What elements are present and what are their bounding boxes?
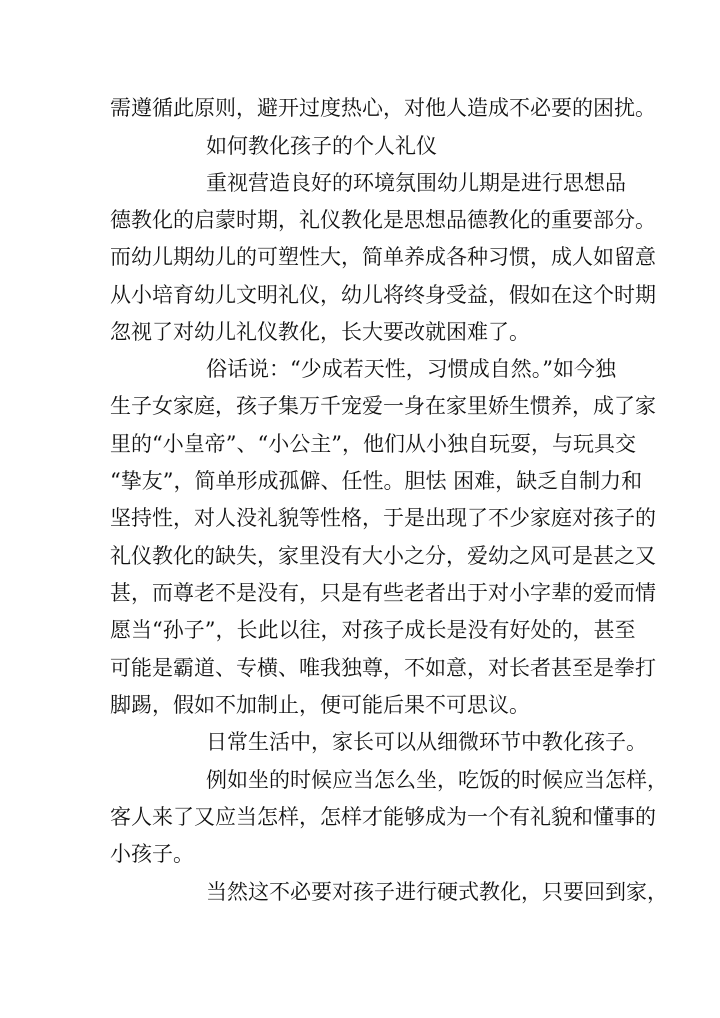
text-line: 小孩子。 [110, 842, 194, 866]
text-line: 可能是霸道、专横、唯我独尊，不如意，对长者甚至是拳打 [110, 656, 656, 680]
text-line: 里的“小皇帝”、“小公主”，他们从小独自玩耍，与玩具交 [110, 432, 636, 456]
text-line: 例如坐的时候应当怎么坐，吃饭的时候应当怎样， [206, 768, 668, 792]
section-heading: 如何教化孩子的个人礼仪 [206, 134, 437, 158]
text-line: 当然这不必要对孩子进行硬式教化，只要回到家， [206, 880, 668, 904]
text-line: 客人来了又应当怎样，怎样才能够成为一个有礼貌和懂事的 [110, 805, 656, 829]
text-line: 坚持性，对人没礼貌等性格，于是出现了不少家庭对孩子的 [110, 506, 656, 530]
text-line: 忽视了对幼儿礼仪教化，长大要改就困难了。 [110, 320, 530, 344]
text-line: 脚踢，假如不加制止，便可能后果不可思议。 [110, 693, 530, 717]
text-line: 德教化的启蒙时期，礼仪教化是思想品德教化的重要部分。 [110, 208, 656, 232]
text-line: 日常生活中，家长可以从细微环节中教化孩子。 [206, 730, 647, 754]
text-line: 从小培育幼儿文明礼仪，幼儿将终身受益，假如在这个时期 [110, 283, 656, 307]
text-line: 而幼儿期幼儿的可塑性大，简单养成各种习惯，成人如留意 [110, 245, 656, 269]
text-line: “挚友”，简单形成孤僻、任性。胆怯 困难，缺乏自制力和 [110, 469, 643, 493]
text-line: 需遵循此原则，避开过度热心，对他人造成不必要的困扰。 [110, 96, 656, 120]
text-line: 俗话说：“少成若天性，习惯成自然。”如今独 [206, 357, 616, 381]
text-line: 生子女家庭，孩子集万千宠爱一身在家里娇生惯养，成了家 [110, 394, 656, 418]
text-line: 重视营造良好的环境氛围幼儿期是进行思想品 [206, 171, 626, 195]
text-line: 礼仪教化的缺失，家里没有大小之分，爱幼之风可是甚之又 [110, 544, 656, 568]
text-line: 愿当“孙子”，长此以往，对孩子成长是没有好处的，甚至 [110, 618, 636, 642]
text-line: 甚，而尊老不是没有，只是有些老者出于对小字辈的爱而情 [110, 581, 656, 605]
